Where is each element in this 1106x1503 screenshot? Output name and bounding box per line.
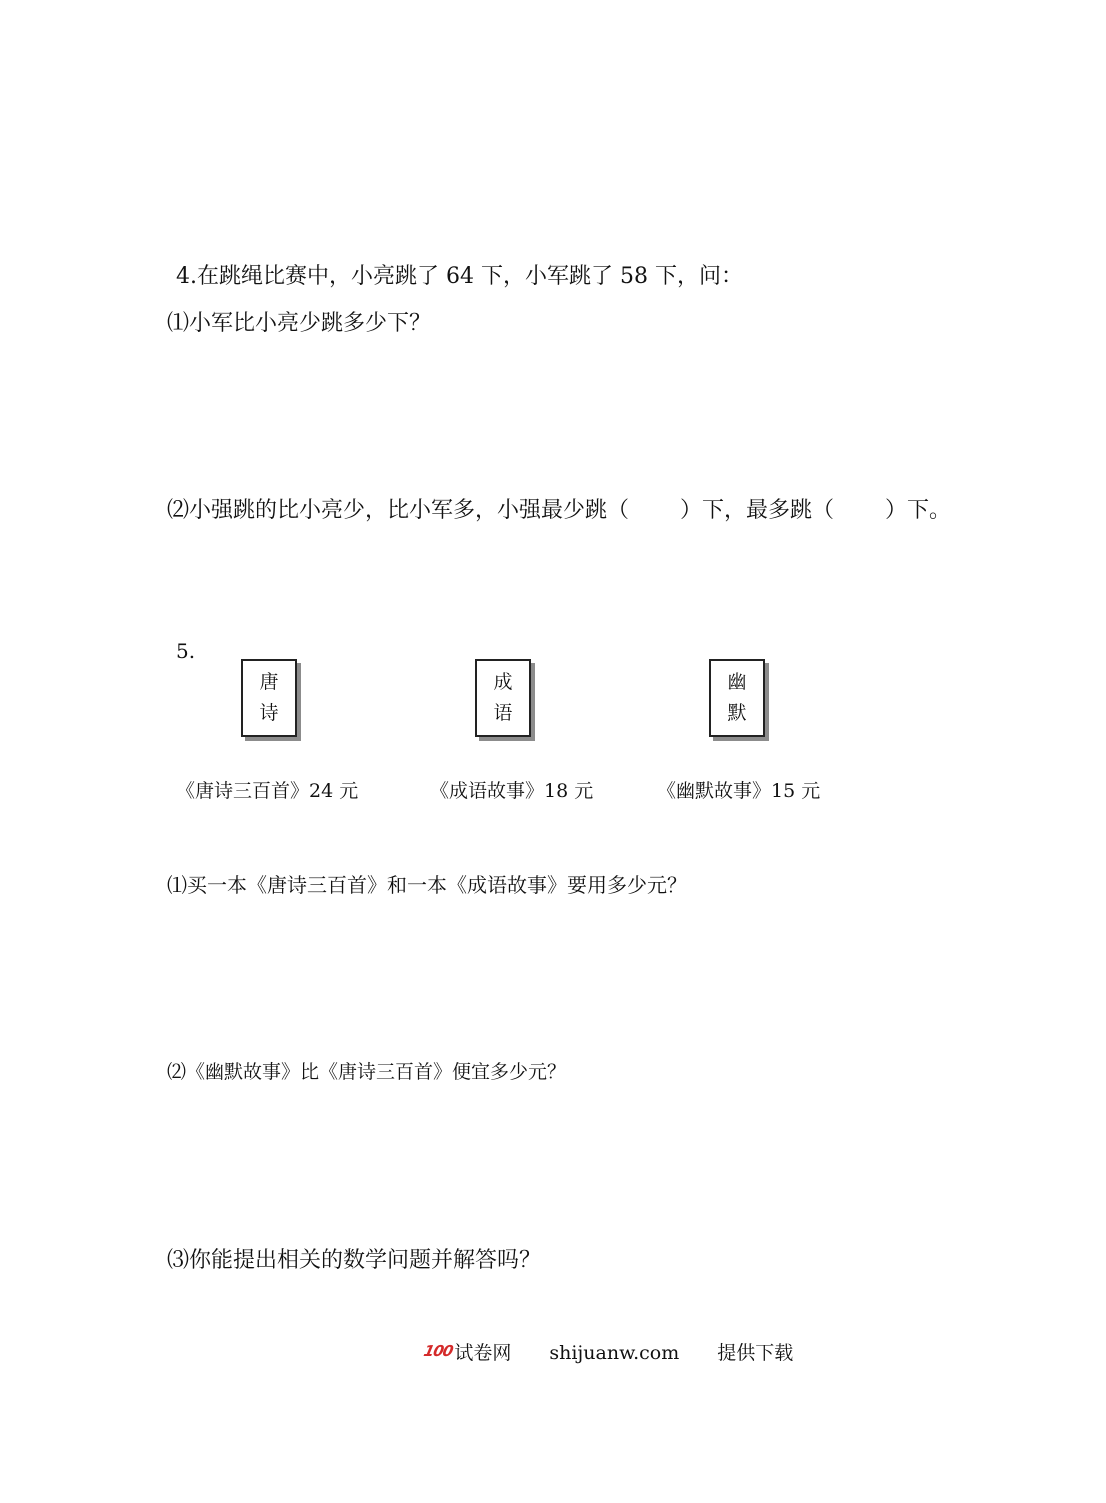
book-char: 语 — [493, 702, 513, 724]
book-price-chengyu: 《成语故事》18 元 — [430, 780, 594, 802]
site-name: 试卷网 — [454, 1342, 512, 1364]
question-5-number: 5. — [176, 639, 196, 663]
book-char: 诗 — [259, 702, 279, 724]
book-tangshi-icon — [241, 659, 297, 737]
question-5-part-2: ⑵《幽默故事》比《唐诗三百首》便宜多少元？ — [167, 1061, 567, 1083]
book-price-youmo: 《幽默故事》15 元 — [657, 780, 821, 802]
question-5-part-3: ⑶你能提出相关的数学问题并解答吗？ — [167, 1248, 542, 1273]
footer — [424, 1338, 793, 1365]
book-char: 成 — [493, 671, 513, 693]
book-chengyu-icon — [475, 659, 531, 737]
site-logo-icon: 100 — [422, 1342, 455, 1360]
book-char: 唐 — [259, 671, 279, 693]
question-4-part-1: ⑴小军比小亮少跳多少下？ — [167, 311, 432, 336]
book-char: 默 — [727, 702, 747, 724]
book-char: 幽 — [727, 671, 747, 693]
book-youmo-icon — [709, 659, 765, 737]
site-url[interactable]: shijuanw.com — [549, 1342, 680, 1364]
question-5-part-1: ⑴买一本《唐诗三百首》和一本《成语故事》要用多少元？ — [167, 873, 687, 897]
book-price-tangshi: 《唐诗三百首》24 元 — [176, 780, 359, 802]
question-4-part-2: ⑵小强跳的比小亮少，比小军多，小强最少跳（ ）下，最多跳（ ）下。 — [167, 498, 951, 523]
question-4-title: 4.在跳绳比赛中，小亮跳了 64 下，小军跳了 58 下，问： — [176, 264, 743, 289]
download-note: 提供下载 — [717, 1342, 794, 1364]
